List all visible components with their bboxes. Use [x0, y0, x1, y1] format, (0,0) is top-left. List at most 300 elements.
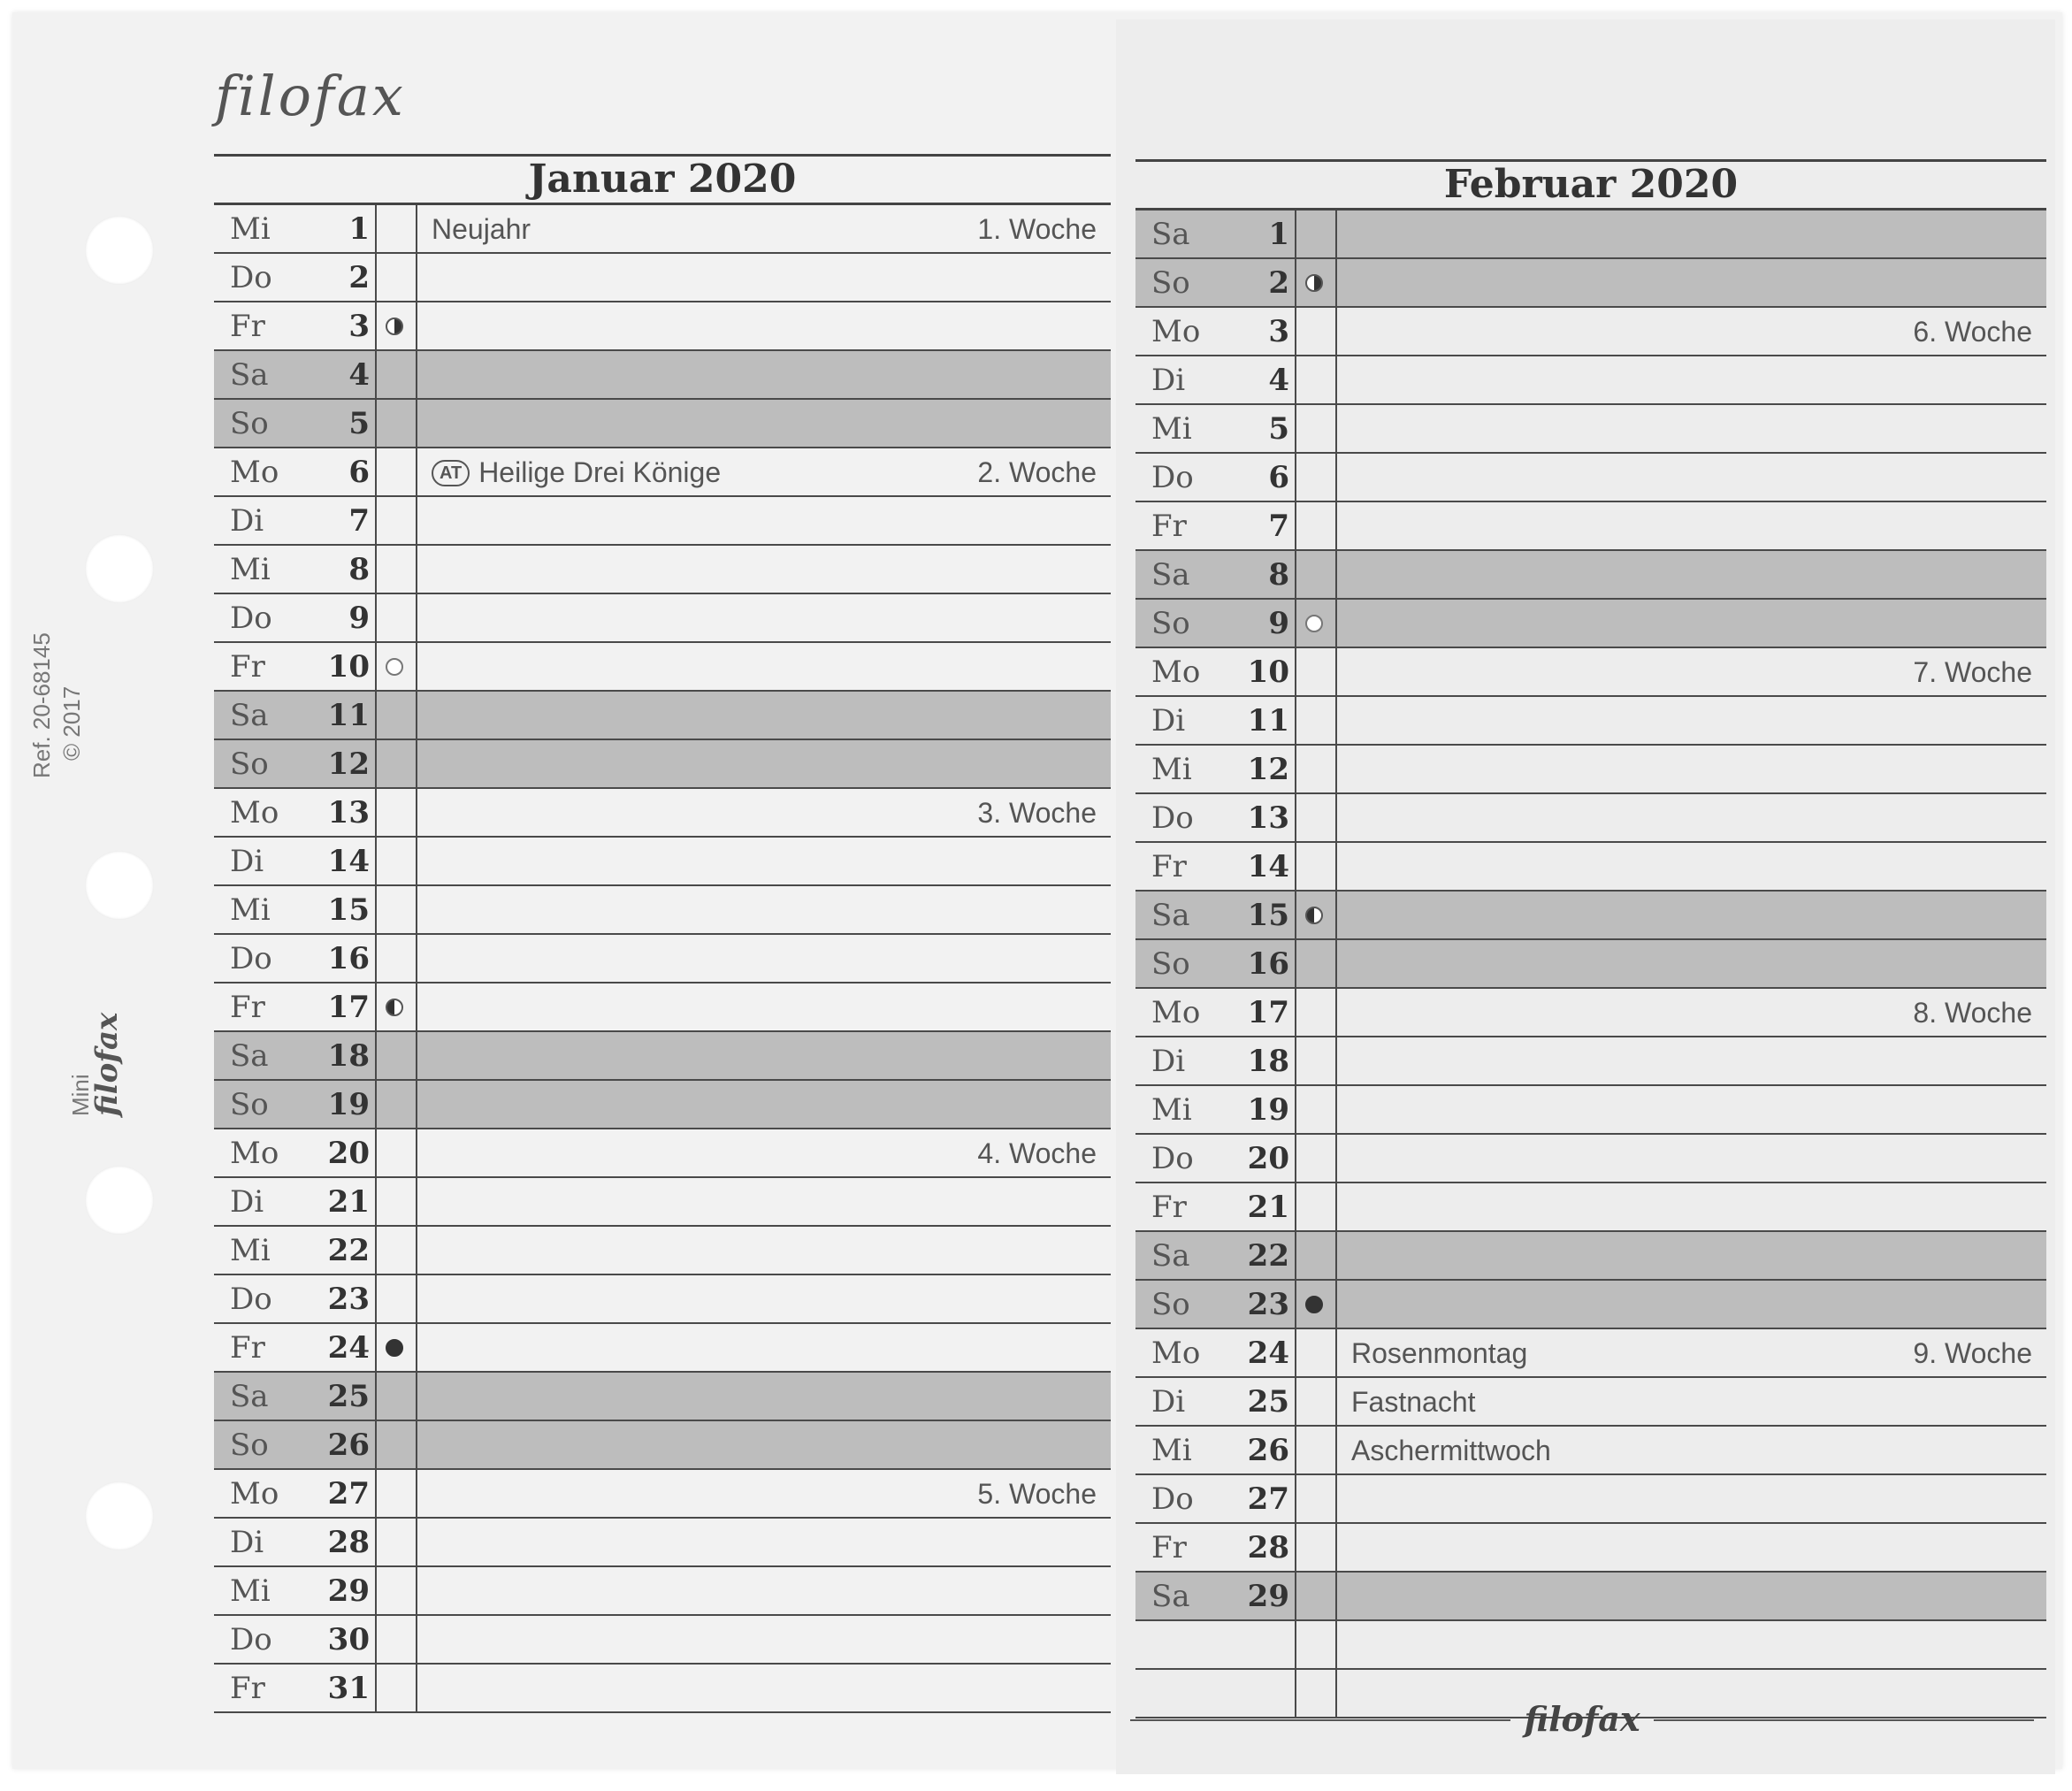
- moon-phase-new-icon: [386, 1339, 403, 1357]
- column-divider: [375, 400, 377, 448]
- day-number: 19: [1247, 1092, 1289, 1128]
- weekday-label: Fr: [1151, 509, 1187, 544]
- column-divider: [375, 254, 377, 302]
- column-divider: [1335, 1573, 1337, 1621]
- day-row[interactable]: [214, 205, 1111, 254]
- day-row[interactable]: [214, 1324, 1111, 1373]
- weekday-label: So: [1151, 265, 1190, 301]
- column-divider: [416, 1032, 417, 1081]
- day-number: 2: [1268, 265, 1289, 301]
- weekday-label: So: [230, 1427, 269, 1463]
- column-divider: [1295, 1232, 1296, 1281]
- holiday-name: Rosenmontag: [1351, 1337, 1528, 1369]
- column-divider: [1335, 405, 1337, 454]
- column-divider: [416, 1421, 417, 1470]
- day-row[interactable]: [1135, 1524, 2046, 1573]
- day-row[interactable]: [1135, 940, 2046, 989]
- weekday-label: Do: [1151, 1481, 1194, 1517]
- column-divider: [375, 1373, 377, 1421]
- weekday-label: Sa: [230, 698, 269, 733]
- day-row[interactable]: [214, 1081, 1111, 1129]
- day-row[interactable]: [1135, 1378, 2046, 1427]
- week-number: 9. Woche: [1913, 1337, 2032, 1369]
- weekday-label: Sa: [1151, 557, 1190, 593]
- day-row[interactable]: [214, 497, 1111, 546]
- column-divider: [375, 1421, 377, 1470]
- day-row[interactable]: [214, 351, 1111, 400]
- day-number: 26: [327, 1427, 370, 1463]
- day-row[interactable]: [1135, 1037, 2046, 1086]
- column-divider: [1335, 1135, 1337, 1183]
- day-row[interactable]: [214, 643, 1111, 692]
- day-number: 1: [348, 211, 370, 247]
- day-number: 30: [327, 1622, 370, 1657]
- day-row[interactable]: [214, 254, 1111, 302]
- column-divider: [375, 1519, 377, 1567]
- column-divider: [1335, 1427, 1337, 1475]
- column-divider: [375, 886, 377, 935]
- week-number: 7. Woche: [1913, 656, 2032, 688]
- moon-phase-first-icon: [1305, 274, 1323, 292]
- column-divider: [1335, 259, 1337, 308]
- column-divider: [416, 1470, 417, 1519]
- day-number: 24: [327, 1330, 370, 1366]
- day-number: 10: [1247, 654, 1289, 690]
- weekday-label: So: [230, 1087, 269, 1122]
- day-number: 8: [1268, 557, 1289, 593]
- day-number: 18: [1247, 1044, 1289, 1079]
- column-divider: [1335, 648, 1337, 697]
- column-divider: [1335, 1086, 1337, 1135]
- column-divider: [1295, 892, 1296, 940]
- holiday-note: [1351, 1378, 1476, 1427]
- day-row[interactable]: [1135, 697, 2046, 746]
- holiday-name: Aschermittwoch: [1351, 1435, 1551, 1466]
- column-divider: [375, 1324, 377, 1373]
- footer-rule: [1654, 1719, 2034, 1721]
- binder-hole: [85, 534, 154, 603]
- weekday-label: Di: [1151, 363, 1186, 398]
- weekday-label: Fr: [1151, 1530, 1187, 1565]
- day-number: 8: [348, 552, 370, 587]
- day-number: 20: [327, 1136, 370, 1171]
- day-row[interactable]: [214, 1129, 1111, 1178]
- weekday-label: Do: [1151, 460, 1194, 495]
- day-number: 28: [327, 1525, 370, 1560]
- weekday-label: Mo: [1151, 654, 1201, 690]
- day-row[interactable]: [214, 1616, 1111, 1665]
- column-divider: [1295, 940, 1296, 989]
- day-number: 15: [327, 892, 370, 928]
- month-title: Februar 2020: [1135, 159, 2046, 210]
- day-number: 19: [327, 1087, 370, 1122]
- column-divider: [375, 935, 377, 984]
- column-divider: [416, 1616, 417, 1665]
- column-divider: [416, 1275, 417, 1324]
- day-number: 1: [1268, 217, 1289, 252]
- day-row[interactable]: [1135, 794, 2046, 843]
- day-row[interactable]: [1135, 551, 2046, 600]
- day-row[interactable]: [214, 1519, 1111, 1567]
- column-divider: [1295, 1524, 1296, 1573]
- column-divider: [416, 594, 417, 643]
- day-number: 22: [1247, 1238, 1289, 1274]
- weekday-label: Di: [1151, 703, 1186, 739]
- column-divider: [416, 1227, 417, 1275]
- day-row[interactable]: [1135, 648, 2046, 697]
- column-divider: [375, 351, 377, 400]
- column-divider: [416, 1081, 417, 1129]
- column-divider: [1295, 1183, 1296, 1232]
- footer-brand: [1130, 1693, 2034, 1746]
- day-row[interactable]: [1135, 989, 2046, 1037]
- day-row[interactable]: [214, 740, 1111, 789]
- weekday-label: So: [1151, 946, 1190, 982]
- day-number: 3: [1268, 314, 1289, 349]
- day-row[interactable]: [1135, 1329, 2046, 1378]
- day-row[interactable]: [1135, 746, 2046, 794]
- day-list: [214, 205, 1111, 1713]
- moon-phase-full-icon: [1305, 615, 1323, 632]
- footer-rule: [1130, 1719, 1510, 1721]
- day-row[interactable]: [214, 838, 1111, 886]
- day-number: 27: [327, 1476, 370, 1512]
- day-number: 4: [1268, 363, 1289, 398]
- day-row[interactable]: [214, 789, 1111, 838]
- column-divider: [1295, 1475, 1296, 1524]
- moon-phase-last-icon: [386, 999, 403, 1016]
- column-divider: [1335, 1183, 1337, 1232]
- weekday-label: Fr: [230, 649, 265, 685]
- weekday-label: Mi: [230, 552, 271, 587]
- weekday-label: Sa: [1151, 217, 1190, 252]
- day-number: 22: [327, 1233, 370, 1268]
- weekday-label: Di: [1151, 1044, 1186, 1079]
- column-divider: [1335, 1232, 1337, 1281]
- day-row[interactable]: [1135, 502, 2046, 551]
- column-divider: [375, 546, 377, 594]
- weekday-label: So: [1151, 1287, 1190, 1322]
- weekday-label: Fr: [230, 309, 265, 344]
- weekday-label: Mo: [230, 455, 279, 490]
- weekday-label: Di: [230, 1525, 264, 1560]
- week-number: 6. Woche: [1913, 316, 2032, 348]
- column-divider: [375, 1275, 377, 1324]
- weekday-label: Mi: [230, 211, 271, 247]
- day-number: 28: [1247, 1530, 1289, 1565]
- column-divider: [416, 1373, 417, 1421]
- reference-note: [27, 601, 87, 778]
- day-number: 7: [348, 503, 370, 539]
- weekday-label: Do: [1151, 1141, 1194, 1176]
- size-label-text: Mini: [67, 1074, 94, 1116]
- column-divider: [1295, 356, 1296, 405]
- weekday-label: Do: [1151, 800, 1194, 836]
- day-row[interactable]: [214, 1373, 1111, 1421]
- weekday-label: Di: [230, 503, 264, 539]
- day-number: 10: [327, 649, 370, 685]
- column-divider: [1295, 1427, 1296, 1475]
- day-number: 16: [327, 941, 370, 976]
- column-divider: [1335, 697, 1337, 746]
- column-divider: [1295, 1281, 1296, 1329]
- column-divider: [416, 400, 417, 448]
- day-row[interactable]: [214, 1665, 1111, 1713]
- column-divider: [1335, 1329, 1337, 1378]
- day-number: 12: [327, 746, 370, 782]
- holiday-note: [432, 205, 531, 254]
- column-divider: [416, 205, 417, 254]
- day-number: 12: [1247, 752, 1289, 787]
- day-number: 17: [327, 990, 370, 1025]
- day-number: 9: [1268, 606, 1289, 641]
- column-divider: [375, 1227, 377, 1275]
- day-row[interactable]: [1135, 1475, 2046, 1524]
- side-logo: filofax: [89, 1012, 125, 1116]
- day-number: 18: [327, 1038, 370, 1074]
- column-divider: [1295, 843, 1296, 892]
- column-divider: [1335, 1037, 1337, 1086]
- week-number: 3. Woche: [977, 797, 1097, 829]
- day-row[interactable]: [1135, 308, 2046, 356]
- day-row[interactable]: [214, 1227, 1111, 1275]
- holiday-note: [1351, 1427, 1551, 1475]
- day-row[interactable]: [1135, 454, 2046, 502]
- column-divider: [375, 1567, 377, 1616]
- day-list: [1135, 210, 2046, 1718]
- column-divider: [416, 1665, 417, 1713]
- weekday-label: Di: [230, 844, 264, 879]
- column-divider: [1335, 600, 1337, 648]
- day-number: 23: [327, 1282, 370, 1317]
- column-divider: [375, 1178, 377, 1227]
- size-label: [67, 1013, 125, 1116]
- day-row[interactable]: [214, 1178, 1111, 1227]
- day-row[interactable]: [214, 1470, 1111, 1519]
- day-row[interactable]: [1135, 1427, 2046, 1475]
- weekday-label: So: [230, 746, 269, 782]
- weekday-label: Di: [230, 1184, 264, 1220]
- day-row[interactable]: [214, 1275, 1111, 1324]
- day-row[interactable]: [214, 594, 1111, 643]
- column-divider: [416, 1567, 417, 1616]
- moon-phase-full-icon: [386, 658, 403, 676]
- column-divider: [1295, 1329, 1296, 1378]
- column-divider: [375, 984, 377, 1032]
- column-divider: [1295, 405, 1296, 454]
- day-number: 21: [327, 1184, 370, 1220]
- column-divider: [375, 1665, 377, 1713]
- weekday-label: Fr: [230, 1330, 265, 1366]
- day-number: 25: [327, 1379, 370, 1414]
- brand-logo-top: filofax: [215, 64, 406, 128]
- week-number: 8. Woche: [1913, 997, 2032, 1029]
- day-number: 5: [1268, 411, 1289, 447]
- weekday-label: Sa: [230, 1379, 269, 1414]
- day-row[interactable]: [1135, 210, 2046, 259]
- column-divider: [416, 302, 417, 351]
- day-row[interactable]: [1135, 1086, 2046, 1135]
- day-number: 29: [327, 1573, 370, 1609]
- weekday-label: Di: [1151, 1384, 1186, 1420]
- day-row[interactable]: [214, 302, 1111, 351]
- column-divider: [375, 643, 377, 692]
- binder-hole: [85, 851, 154, 920]
- weekday-label: Mi: [230, 1233, 271, 1268]
- moon-phase-first-icon: [386, 318, 403, 335]
- weekday-label: Sa: [1151, 1579, 1190, 1614]
- day-row[interactable]: [1135, 892, 2046, 940]
- day-row[interactable]: [214, 546, 1111, 594]
- column-divider: [1335, 551, 1337, 600]
- weekday-label: Fr: [1151, 849, 1187, 884]
- column-divider: [375, 1081, 377, 1129]
- column-divider: [1335, 454, 1337, 502]
- day-row[interactable]: [214, 984, 1111, 1032]
- day-row[interactable]: [1135, 1621, 2046, 1670]
- weekday-label: Mo: [230, 1136, 279, 1171]
- column-divider: [1295, 1621, 1296, 1670]
- week-number: 1. Woche: [977, 213, 1097, 245]
- weekday-label: Do: [230, 1622, 272, 1657]
- day-number: 26: [1247, 1433, 1289, 1468]
- column-divider: [1335, 794, 1337, 843]
- day-row[interactable]: [214, 1421, 1111, 1470]
- column-divider: [416, 886, 417, 935]
- column-divider: [1295, 1378, 1296, 1427]
- column-divider: [416, 984, 417, 1032]
- column-divider: [1335, 892, 1337, 940]
- column-divider: [375, 789, 377, 838]
- column-divider: [1295, 794, 1296, 843]
- column-divider: [416, 1129, 417, 1178]
- day-number: 27: [1247, 1481, 1289, 1517]
- weekday-label: Mi: [230, 1573, 271, 1609]
- weekday-label: So: [230, 406, 269, 441]
- day-number: 21: [1247, 1190, 1289, 1225]
- holiday-name: Heilige Drei Könige: [478, 456, 722, 488]
- day-number: 13: [327, 795, 370, 830]
- column-divider: [1335, 210, 1337, 259]
- day-row[interactable]: [1135, 843, 2046, 892]
- day-number: 11: [1247, 703, 1289, 739]
- column-divider: [1335, 1621, 1337, 1670]
- column-divider: [375, 838, 377, 886]
- column-divider: [1295, 259, 1296, 308]
- day-row[interactable]: [1135, 1135, 2046, 1183]
- day-row[interactable]: [1135, 600, 2046, 648]
- column-divider: [1335, 308, 1337, 356]
- day-row[interactable]: [214, 448, 1111, 497]
- day-number: 14: [327, 844, 370, 879]
- weekday-label: Mo: [230, 1476, 279, 1512]
- country-badge: AT: [432, 460, 470, 486]
- column-divider: [1295, 648, 1296, 697]
- column-divider: [416, 789, 417, 838]
- holiday-name: Fastnacht: [1351, 1386, 1476, 1418]
- weekday-label: Mi: [1151, 1092, 1192, 1128]
- day-row[interactable]: [214, 886, 1111, 935]
- column-divider: [375, 302, 377, 351]
- column-divider: [375, 1470, 377, 1519]
- day-row[interactable]: [1135, 1281, 2046, 1329]
- day-row[interactable]: [214, 1567, 1111, 1616]
- column-divider: [375, 1129, 377, 1178]
- column-divider: [1295, 1086, 1296, 1135]
- column-divider: [1335, 1475, 1337, 1524]
- weekday-label: Mo: [230, 795, 279, 830]
- column-divider: [416, 546, 417, 594]
- column-divider: [1335, 940, 1337, 989]
- weekday-label: Do: [230, 260, 272, 295]
- day-number: 17: [1247, 995, 1289, 1030]
- day-row[interactable]: [214, 692, 1111, 740]
- day-row[interactable]: [1135, 356, 2046, 405]
- weekday-label: Sa: [230, 1038, 269, 1074]
- column-divider: [1295, 551, 1296, 600]
- column-divider: [1295, 746, 1296, 794]
- moon-phase-last-icon: [1305, 907, 1323, 924]
- day-number: 15: [1247, 898, 1289, 933]
- column-divider: [416, 448, 417, 497]
- column-divider: [416, 1178, 417, 1227]
- binder-hole: [85, 1166, 154, 1235]
- column-divider: [416, 497, 417, 546]
- day-row[interactable]: [1135, 1232, 2046, 1281]
- day-number: 6: [1268, 460, 1289, 495]
- column-divider: [416, 838, 417, 886]
- day-number: 31: [327, 1671, 370, 1706]
- holiday-note: [432, 448, 721, 497]
- day-row[interactable]: [214, 400, 1111, 448]
- day-row[interactable]: [1135, 1573, 2046, 1621]
- week-number: 2. Woche: [977, 456, 1097, 488]
- day-number: 6: [348, 455, 370, 490]
- weekday-label: Mo: [1151, 314, 1201, 349]
- column-divider: [1295, 989, 1296, 1037]
- weekday-label: Mi: [230, 892, 271, 928]
- day-number: 5: [348, 406, 370, 441]
- weekday-label: Fr: [230, 990, 265, 1025]
- day-row[interactable]: [1135, 1183, 2046, 1232]
- column-divider: [1335, 356, 1337, 405]
- column-divider: [375, 1616, 377, 1665]
- day-number: 20: [1247, 1141, 1289, 1176]
- column-divider: [1295, 1135, 1296, 1183]
- binder-hole: [85, 216, 154, 285]
- column-divider: [1335, 1524, 1337, 1573]
- binder-hole: [85, 1481, 154, 1550]
- column-divider: [1335, 502, 1337, 551]
- column-divider: [1295, 502, 1296, 551]
- week-number: 5. Woche: [977, 1478, 1097, 1510]
- column-divider: [1335, 746, 1337, 794]
- column-divider: [375, 740, 377, 789]
- day-number: 14: [1247, 849, 1289, 884]
- day-row[interactable]: [214, 1032, 1111, 1081]
- week-number: 4. Woche: [977, 1137, 1097, 1169]
- day-row[interactable]: [1135, 259, 2046, 308]
- column-divider: [416, 740, 417, 789]
- day-row[interactable]: [1135, 405, 2046, 454]
- day-number: 23: [1247, 1287, 1289, 1322]
- weekday-label: Fr: [230, 1671, 265, 1706]
- column-divider: [375, 497, 377, 546]
- weekday-label: Mi: [1151, 752, 1192, 787]
- day-row[interactable]: [214, 935, 1111, 984]
- holiday-note: [1351, 1329, 1527, 1378]
- copyright-note: © 2017: [58, 685, 85, 761]
